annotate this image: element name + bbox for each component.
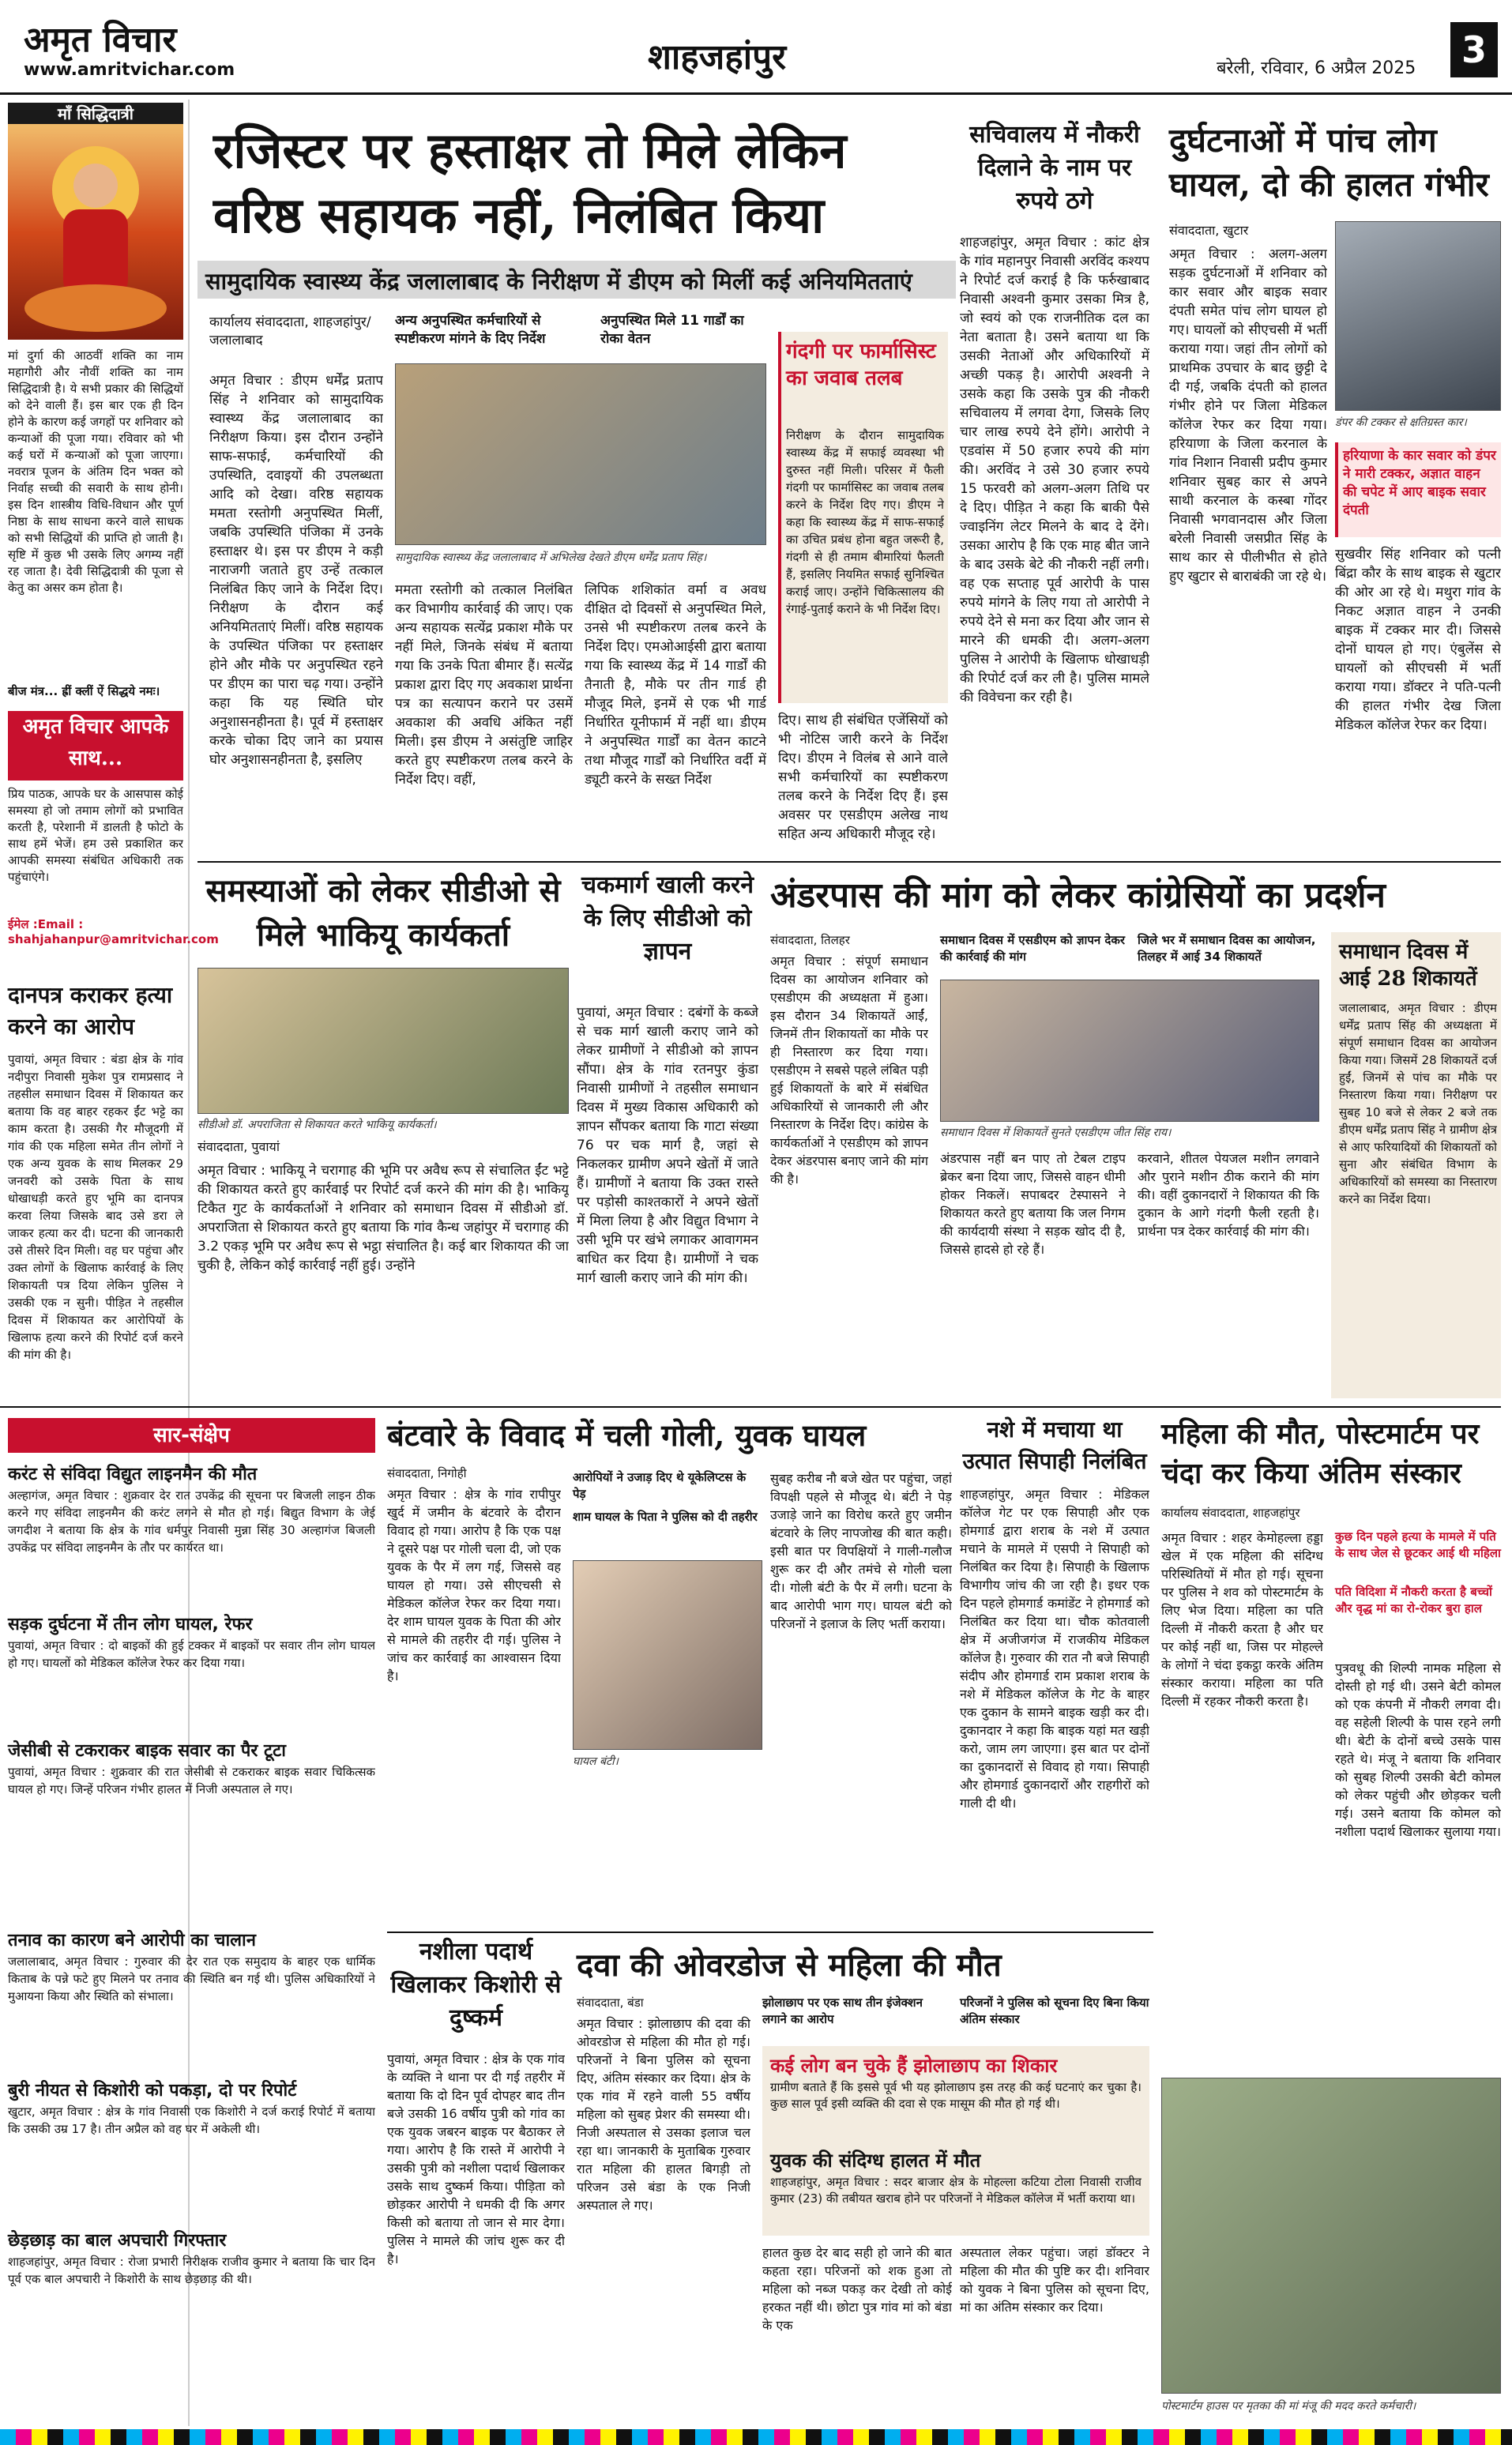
sipahi-headline: नशे में मचाया था उत्पात सिपाही निलंबित <box>962 1416 1147 1474</box>
andarpas-text-1: अमृत विचार : संपूर्ण समाधान दिवस का आयोजन शनिवार को एसडीएम की अध्यक्षता में हुआ। इस दौरान 34 शिकायतें आईं, जिनमें तीन शिकायतों का मौके पर ही निस्तारण कर दिया गया। एसडीएम ने सबसे पहले लंबित पड़ी हुई शिकायतों के बारे में संबंधित अधिकारियों से जानकारी ली और निस्तारण के निर्देश दिए। कांग्रेस के कार्यकर्ताओं ने एसडीएम को ज्ञापन देकर अंडरपास बनाए जाने की मांग की है। <box>770 954 928 1187</box>
bhakiyu-headline: समस्याओं को लेकर सीडीओ से मिले भाकियू कार्यकर्ता <box>205 872 561 954</box>
durghatna-headline: दुर्घटनाओं में पांच लोग घायल, दो की हालत गंभीर <box>1169 121 1489 204</box>
samadhan-box-title: समाधान दिवस में आई 28 शिकायतें <box>1339 940 1477 991</box>
mantra: बीज मंत्र... ह्रीं क्लीं ऐं सिद्धये नमः। <box>8 684 160 698</box>
andarpas-bullet-2: जिले भर में समाधान दिवस का आयोजन, तिलहर में आई 34 शिकायतें <box>1138 933 1316 964</box>
saar-title: सार-संक्षेप <box>8 1418 375 1453</box>
lead-photo <box>395 363 766 545</box>
bantwara-text: अमृत विचार : क्षेत्र के गांव रापीपुर खुर्द में जमीन के बंटवारे के दौरान विवाद हो गया। आरोप है कि एक पक्ष ने दूसरे पक्ष पर गोली चला दी, जो एक युवक के पैर में लग गई, जिससे वह घायल हो गया। उसे सीएचसी से मेडिकल कॉलेज रेफर कर दिया गया। देर शाम घायल युवक के पिता की ओर से मामले की तहरीर दी गई। पुलिस ने जांच कर कार्रवाई का आश्वासन दिया है। <box>387 1487 561 1683</box>
overdose-bullet-1: झोलाछाप पर एक साथ तीन इंजेक्शन लगाने का आरोप <box>762 1995 923 2026</box>
bhakiyu-text: अमृत विचार : भाकियू ने चरागाह की भूमि पर अवैध रूप से संचालित ईंट भट्टे की शिकायत करते हुए कार्रवाई पर रिपोर्ट दर्ज करने की मांग की है। भाकियू टिकैत गुट के कार्यकर्ताओं ने शनिवार को समाधान दिवस में सीडीओ डॉ. अपराजिता से शिकायत करते हुए बताया कि गांव कैन्ध जहांपुर में चरागाह की 3.2 एकड़ भूमि पर अवैध रूप से भट्ठा संचालित है। कई बार शिकायत की जा चुकी है, लेकिन कोई कार्रवाई नहीं हुई। उन्होंने <box>197 1163 569 1273</box>
gandagi-title: गंदगी पर फार्मासिस्ट का जवाब तलब <box>786 340 936 390</box>
durghatna-text-2: सुखवीर सिंह शनिवार को पत्नी बिंद्रा कौर के साथ बाइक से खुटार की ओर आ रहे थे। मथुरा गांव के निकट अज्ञात वाहन ने उनकी बाइक में टक्कर मार दी। जिससे दोनों घायल हो गए। एंबुलेंस से घायलों को सीएचसी में भर्ती कराया गया। डॉक्टर ने पति-पत्नी की हालत गंभीर देख जिला मेडिकल कॉलेज रेफर कर दिया। <box>1335 547 1501 733</box>
bantwara-text-2: सुबह करीब नौ बजे खेत पर पहुंचा, जहां विपक्षी पहले से मौजूद थे। बंटी ने पेड़ उजाड़े जाने का विरोध करते हुए जमीन बंटवारे के लिए नापजोख की बात कही। इसी बात पर विपक्षियों ने गाली-गलौज शुरू कर दी और तमंचे से गोली चला दी। गोली बंटी के पैर में लगी। घटना के बाद आरोपी भाग गए। घायल बंटी को परिजनों ने इलाज के लिए भर्ती कराया। <box>770 1471 952 1631</box>
lead-photo-caption: सामुदायिक स्वास्थ्य केंद्र जलालाबाद में अभिलेख देखते डीएम धर्मेंद्र प्रताप सिंह। <box>395 551 707 564</box>
sachivalay-text: शाहजहांपुर, अमृत विचार : कांट क्षेत्र के गांव महानपुर निवासी अरविंद कश्यप ने रिपोर्ट दर्ज कराई है कि फर्रुखाबाद निवासी अश्वनी कुमार उसका मित्र है, जो स्वयं को एक राजनीतिक दल का नेता बताता है। उसने बताया था कि उसकी नेताओं और अधिकारियों में अच्छी पकड़ है। आरोपी अश्वनी ने उसके कहा कि उसके पुत्र की नौकरी सचिवालय में लगवा देगा, जिसके लिए चार लाख रुपये देने होंगे। आरोपी ने एडवांस में 50 हजार रुपये की मांग की। अरविंद ने उसे 30 हजार रुपये 15 फरवरी को अलग-अलग तिथि पर दे दिए। पीड़ित ने कहा कि बाकी पैसे ज्वाइनिंग लेटर मिलने के बाद दे देंगे। उसका आरोप है कि एक माह बीत जाने के बाद उसके बेटे की नौकरी नहीं लगी। वह एक सप्ताह पूर्व आरोपी के पास रुपये मांगने के लिए गया तो आरोपी ने रुपये देने से मना कर दिया और जान से मारने की धमकी दी। अलग-अलग पुलिस ने आरोपी के खिलाफ धोखाधड़ी की रिपोर्ट दर्ज कर ली है। पुलिस मामले की विवेचना कर रही है। <box>960 235 1149 705</box>
goddess-text: मां दुर्गा की आठवीं शक्ति का नाम महागौरी और नौवीं शक्ति का नाम सिद्धिदात्री है। ये सभी प्रकार की सिद्धियों को देने वाली हैं। इस बार एक ही दिन होने के कारण कई जगहों पर शनिवार को कन्याओं की पूजा गया। रविवार को भी कई घरों में कन्याओं को पूजा जाएगा। नवरात्र पूजन के अंतिम दिन भक्त को निर्वाह सच्ची की सवारी के साथ होनी। इस दिन शास्त्रीय विधि-विधान और पूर्ण निष्ठा के साथ साधना करने वाले साधक को सभी सिद्धियों की प्राप्ति हो जाती है। सृष्टि में कुछ भी उसके लिए अगम्य नहीं रह जाता है। देवी सिद्धिदात्री की पूजा से केतु का असर कम होता है। <box>8 348 183 595</box>
lead-col-4: दिए। साथ ही संबंधित एजेंसियों को भी नोटिस जारी करने के निर्देश दिए। डीएम ने विलंब से आने वाले सभी कर्मचारियों का स्पष्टीकरण तलब करने के निर्देश दिए हैं। इस अवसर पर एसडीएम अलेख नाथ सहित अन्य अधिकारी मौजूद रहे। <box>778 713 948 842</box>
overdose-box-2: शाहजहांपुर, अमृत विचार : सदर बाजार क्षेत्र के मोहल्ला कटिया टोला निवासी राजीव कुमार (23) की तबीयत खराब होने पर परिजनों ने मेडिकल कॉलेज में भर्ती कराया था। <box>770 2175 1142 2206</box>
gandagi-text: निरीक्षण के दौरान सामुदायिक स्वास्थ्य केंद्र में सफाई व्यवस्था भी दुरुस्त नहीं मिली। परिसर में फैली गंदगी पर फार्मासिस्ट का जवाब तलब करने के निर्देश दिए गए। डीएम ने कहा कि स्वास्थ्य केंद्र में साफ-सफाई का उचित प्रबंध होना बहुत जरूरी है, गंदगी से ही तमाम बीमारियां फैलती हैं, इसलिए नियमित सफाई सुनिश्चित कराई जाए। उन्होंने चिकित्सालय की रंगाई-पुताई कराने के भी निर्देश दिए। <box>786 428 944 616</box>
chakmarg-text: पुवायां, अमृत विचार : दबंगों के कब्जे से चक मार्ग खाली कराए जाने को लेकर ग्रामीणों ने सीडीओ को ज्ञापन सौंपा। क्षेत्र के गांव रतनपुर कुंडा निवासी ग्रामीणों ने तहसील समाधान दिवस में मुख्य विकास अधिकारी को ज्ञापन सौंपकर बताया कि गाटा संख्या 76 पर चक मार्ग है, जहां से निकलकर ग्रामीण अपने खेतों में जाते हैं। ग्रामीणों ने बताया कि उक्त रास्ते पर पड़ोसी काश्तकारों ने अपने खेतों में मिला लिया है और विद्युत विभाग ने उसी भूमि पर खंभे लगाकर आवागमन बाधित कर दिया है। ग्रामीणों ने चक मार्ग खाली कराए जाने की मांग की। <box>577 1005 758 1286</box>
overdose-text-3: अस्पताल लेकर पहुंचा। जहां डॉक्टर ने महिला की मौत की पुष्टि कर दी। शनिवार को युवक ने बिना पुलिस को सूचना दिए, मां का अंतिम संस्कार कर दिया। <box>960 2245 1149 2315</box>
lead-col-3: लिपिक शशिकांत वर्मा व अवध दीक्षित दो दिवसों से अनुपस्थित मिले, उनसे भी स्पष्टीकरण तलब करने के निर्देश दिए। एमओआईसी द्वारा बताया गया कि स्वास्थ्य केंद्र में 14 गार्डों की तैनाती है, मौके पर तीन गार्ड ही मौजूद मिले, इनमें से एक भी गार्ड निर्धारित यूनीफार्म में नहीं था। डीएम ने अनुपस्थित गार्डों का वेतन काटने तथा मौजूद गार्डों को निर्धारित वर्दी में ड्यूटी करने के सख्त निर्देश <box>585 582 766 788</box>
lead-bullet-2: अनुपस्थित मिले 11 गार्डों का रोका वेतन <box>600 313 744 347</box>
bhakiyu-byline: संवाददाता, पुवायां <box>197 1139 280 1154</box>
bantwara-caption: घायल बंटी। <box>573 1755 619 1768</box>
andarpas-byline: संवाददाता, तिलहर <box>770 933 850 947</box>
overdose-box-1: ग्रामीण बताते हैं कि इससे पूर्व भी यह झोलाछाप इस तरह की कई घटनाएं कर चुका है। कुछ साल पूर्व इसी व्यक्ति की दवा से एक मासूम की मौत हो गई थी। <box>770 2080 1142 2111</box>
chakmarg-headline: चकमार्ग खाली करने के लिए सीडीओ को ज्ञापन <box>581 871 754 965</box>
overdose-headline: दवा की ओवरडोज से महिला की मौत <box>577 1947 1002 1984</box>
contact-email[interactable]: ईमेल :Email : shahjahanpur@amritvichar.com <box>8 917 219 946</box>
mahila-text: अमृत विचार : शहर केमोहल्ला हड्डा खेल में एक महिला की संदिग्ध परिस्थितियों में मौत हो गई। सूचना पर पुलिस ने शव को पोस्टमार्टम के लिए भेज दिया। महिला का पति दिल्ली में नौकरी करता है और घर पर कोई नहीं था, जिस पर मोहल्ले के लोगों ने चंदा इकट्ठा करके अंतिम संस्कार कराया। महिला का पति दिल्ली में रहकर नौकरी करता है। <box>1161 1530 1323 1709</box>
saar-item-1: अल्हागंज, अमृत विचार : शुक्रवार देर रात उपकेंद्र की सूचना पर बिजली लाइन ठीक करने गए संविदा लाइनमैन की करंट लगने से मौत हो गई। बिद्युत विभाग के जेई जगदीश ने बताया कि क्षेत्र के गांव धर्मपुर निवासी मुन्ना सिंह 30 अल्हागंज बिजली उपकेंद्र पर संविदा लाइनमैन के तौर पर कार्यरत था। <box>8 1488 375 1555</box>
andarpas-bullet-1: समाधान दिवस में एसडीएम को ज्ञापन देकर की कार्रवाई की मांग <box>940 933 1126 964</box>
mahila-headline: महिला की मौत, पोस्टमार्टम पर चंदा कर किया अंतिम संस्कार <box>1161 1417 1480 1490</box>
lead-headline: रजिस्टर पर हस्ताक्षर तो मिले लेकिन वरिष्ठ सहायक नहीं, निलंबित किया <box>213 122 847 244</box>
lead-col-2: ममता रस्तोगी को तत्काल निलंबित कर विभागीय कार्रवाई की जाए। एक अन्य सहायक सत्येंद्र प्रकाश मौके पर नहीं मिले, जिनके संबंध में बताया गया कि उनके पिता बीमार हैं। सत्येंद्र प्रकाश द्वारा दिए गए अवकाश प्रार्थना पत्र का सत्यापन कराने पर उसमें अवकाश की अवधि अंकित नहीं मिली। इस डीएम ने असंतुष्टि जाहिर करते हुए स्पष्टीकरण तलब करने के निर्देश दिए। वहीं, <box>395 582 573 788</box>
mahila-bullet-1: कुछ दिन पहले हत्या के मामले में पति के साथ जेल से छूटकर आई थी महिला <box>1335 1529 1501 1560</box>
registration-strip <box>0 2429 1512 2445</box>
bantwara-headline: बंटवारे के विवाद में चली गोली, युवक घायल <box>387 1417 867 1453</box>
overdose-text: अमृत विचार : झोलाछाप की दवा की ओवरडोज से महिला की मौत हो गई। परिजनों ने बिना पुलिस को सूचना दिए, अंतिम संस्कार कर दिया। क्षेत्र के एक गांव में रहने वाली 55 वर्षीय महिला को सुबह प्रेशर की समस्या थी। निजी अस्पताल से उसका इलाज चल रहा था। जानकारी के मुताबिक गुरुवार रात महिला की हालत बिगड़ी तो परिजन उसे बंडा के एक निजी अस्पताल ले गए। <box>577 2016 750 2213</box>
mahila-bullet-2: पति विदिशा में नौकरी करता है बच्चों और वृद्ध मां का रो-रोकर बुरा हाल <box>1335 1585 1492 1616</box>
saar-item-2-title: सड़क दुर्घटना में तीन लोग घायल, रेफर <box>8 1615 253 1634</box>
overdose-text-2: हालत कुछ देर बाद सही हो जाने की बात कहता रहा। परिजनों को शक हुआ तो महिला को नब्ज पकड़ कर देखी तो कोई हरकत नहीं थी। छोटा पुत्र गांव मां को बंडा के एक <box>762 2245 952 2333</box>
saar-item-1-title: करंट से संविदा विद्युत लाइनमैन की मौत <box>8 1465 258 1484</box>
andarpas-headline: अंडरपास की मांग को लेकर कांग्रेसियों का प्रदर्शन <box>770 875 1386 916</box>
page-title: शाहजहांपुर <box>648 37 787 77</box>
durghatna-byline: संवाददाता, खुटार <box>1169 223 1249 238</box>
saar-item-4: जलालाबाद, अमृत विचार : गुरुवार की देर रात एक समुदाय के बाहर एक धार्मिक किताब के पन्ने फटे हुए मिलने पर तनाव की स्थिति बन गई थी। पुलिस अधिकारियों ने मुआयना किया और स्थिति को संभाला। <box>8 1954 375 2003</box>
nasheela-text: पुवायां, अमृत विचार : क्षेत्र के एक गांव के व्यक्ति ने थाना पर दी गई तहरीर में बताया कि दो दिन पूर्व दोपहर बाद तीन बजे उसकी 16 वर्षीय पुत्री को गांव का एक युवक जबरन बाइक पर बैठाकर ले गया। आरोप है कि रास्ते में आरोपी ने उसकी पुत्री को नशीला पदार्थ खिलाकर उसके साथ दुष्कर्म किया। पीड़िता को छोड़कर आरोपी ने धमकी दी कि अगर किसी को बताया तो जान से मार देगा। पुलिस ने मामले की जांच शुरू कर दी है। <box>387 2052 565 2266</box>
overdose-box-1-title: कई लोग बन चुके हैं झोलाछाप का शिकार <box>770 2055 1058 2077</box>
mahila-byline: कार्यालय संवाददाता, शाहजहांपुर <box>1161 1506 1300 1520</box>
overdose-box-2-title: युवक की संदिग्ध हालत में मौत <box>770 2150 981 2172</box>
saar-item-5-title: बुरी नीयत से किशोरी को पकड़ा, दो पर रिपोर्ट <box>8 2081 297 2101</box>
durghatna-box: हरियाणा के कार सवार को डंपर ने मारी टक्कर, अज्ञात वाहन की चपेट में आए बाइक सवार दंपती <box>1343 448 1496 518</box>
aapke-saath-title: अमृत विचार आपके साथ... <box>8 711 183 781</box>
saar-item-2: पुवायां, अमृत विचार : दो बाइकों की हुई टक्कर में बाइकों पर सवार तीन लोग घायल हो गए। घायलों को मेडिकल कॉलेज रेफर कर दिया गया। <box>8 1638 375 1670</box>
mahila-text-2: पुत्रवधू की शिल्पी नामक महिला से दोस्ती हो गई थी। उसने बेटी कोमल को एक कंपनी में नौकरी लगवा दी। वह सहेली शिल्पी के पास रहने लगी थी। बेटी के दोनों बच्चे उसके पास रहते थे। मंजू ने बताया कि शनिवार को सुबह शिल्पी उसकी बेटी कोमल को लेकर पहुंची और छोड़कर चली गई। उसने बताया कि कोमल को नशीला पदार्थ खिलाकर सुलाया गया। <box>1335 1661 1501 1839</box>
lead-bullet-1: अन्य अनुपस्थित कर्मचारियों से स्पष्टीकरण मांगने के दिए निर्देश <box>395 313 546 347</box>
newspaper-logo: अमृत विचार <box>24 20 177 60</box>
andarpas-caption: समाधान दिवस में शिकायतें सुनते एसडीएम जीत सिंह राय। <box>940 1127 1172 1139</box>
durghatna-caption: डंपर की टक्कर से क्षतिग्रस्त कार। <box>1335 416 1467 429</box>
bhakiyu-photo <box>197 968 569 1114</box>
overdose-bullet-2: परिजनों ने पुलिस को सूचना दिए बिना किया अंतिम संस्कार <box>960 1995 1149 2026</box>
andarpas-text-3: करवाने, शीतल पेयजल मशीन लगवाने और पुराने मशीन ठीक कराने की मांग की। वहीं दुकानदारों ने शिकायत की कि दुकान के आगे गंदगी फैली रहती है। प्रार्थना पत्र देकर कार्रवाई की मांग की। <box>1138 1151 1319 1239</box>
lead-col-1: अमृत विचार : डीएम धर्मेंद्र प्रताप सिंह ने शनिवार को सामुदायिक स्वास्थ्य केंद्र जलालाबाद का निरीक्षण किया। इस दौरान उन्होंने साफ-सफाई, कर्मचारियों की उपस्थिति, दवाइयों की उपलब्धता आदि को देखा। वरिष्ठ सहायक ममता रस्तोगी अनुपस्थित मिलीं, जबकि उपस्थिति पंजिका में उनके हस्ताक्षर थे। इस पर डीएम ने कड़ी नाराजगी जताते हुए उन्हें तत्काल निलंबित किए जाने के निर्देश दिए। निरीक्षण के दौरान कई अनियमितताएं मिलीं। वरिष्ठ सहायक के उपस्थित पंजिका पर हस्ताक्षर होने और मौके पर अनुपस्थित रहने पर डीएम का पारा चढ़ गया। उन्होंने कहा कि यह स्थिति घोर अनुशासनहीनता है। पूर्व में हस्ताक्षर करके चोका दिए जाने का प्रयास घोर अनुशासनहीनता है, इसलिए <box>209 373 383 768</box>
bantwara-photo <box>573 1560 762 1750</box>
lead-subhead: सामुदायिक स्वास्थ्य केंद्र जलालाबाद के निरीक्षण में डीएम को मिलीं कई अनियमितताएं <box>205 268 912 295</box>
edition-date: बरेली, रविवार, 6 अप्रैल 2025 <box>1217 58 1416 78</box>
bhakiyu-caption: सीडीओ डॉ. अपराजिता से शिकायत करते भाकियू कार्यकर्ता। <box>197 1119 437 1131</box>
saar-item-6: शाहजहांपुर, अमृत विचार : रोजा प्रभारी निरीक्षक राजीव कुमार ने बताया कि चार दिन पूर्व एक बाल अपचारी ने किशोरी के साथ छेड़छाड़ की थी। <box>8 2255 375 2286</box>
bantwara-bullet-1: आरोपियों ने उजाड़ दिए थे यूकेलिप्टस के पेड़ <box>573 1470 747 1501</box>
nasheela-headline: नशीला पदार्थ खिलाकर किशोरी से दुष्कर्म <box>390 1938 562 2032</box>
mahila-photo <box>1161 2078 1501 2394</box>
saar-item-4-title: तनाव का कारण बने आरोपी का चालान <box>8 1931 256 1950</box>
bantwara-byline: संवाददाता, निगोही <box>387 1466 467 1480</box>
durghatna-text: अमृत विचार : अलग-अलग सड़क दुर्घटनाओं में शनिवार को कार सवार और बाइक सवार दंपती समेत पांच लोग घायल हो गए। घायलों को सीएचसी में भर्ती कराया गया। जहां तीन लोगों को प्राथमिक उपचार के बाद छुट्टी दे दी गई, जबकि दंपती को हालत गंभीर होने पर जिला मेडिकल कॉलेज रेफर कर दिया गया। हरियाणा के जिला करनाल के गांव निशान निवासी प्रदीप कुमार शनिवार सुबह कार से अपने साथी करनाल के कस्बा गोंदर निवासी भगवानदास और जिला बरेली निवासी जसप्रीत सिंह के साथ कार से पीलीभीत से होते हुए खुटार से बाराबंकी जा रहे थे। <box>1169 246 1327 585</box>
saar-item-3: पुवायां, अमृत विचार : शुक्रवार की रात जेसीबी से टकराकर बाइक सवार चिकित्सक घायल हो गए। जिन्हें परिजन गंभीर हालत में निजी अस्पताल ले गए। <box>8 1765 375 1796</box>
saar-item-5: खुटार, अमृत विचार : क्षेत्र के गांव निवासी एक किशोरी ने दर्ज कराई रिपोर्ट में बताया कि उसकी उम्र 17 है। तीन अप्रैल को वह घर में अकेली थी। <box>8 2105 375 2136</box>
bantwara-bullet-2: शाम घायल के पिता ने पुलिस को दी तहरीर <box>573 1510 758 1524</box>
dahej-text: पुवायां, अमृत विचार : बंडा क्षेत्र के गांव नदीपुरा निवासी मुकेश पुत्र रामप्रसाद ने तहसील समाधान दिवस में शिकायत कर बताया कि वह बाहर रहकर ईंट भट्टे का काम करता है। उसकी गैर मौजूदगी में गांव की एक महिला समेत तीन लोगों ने एक अन्य युवक के साथ मिलकर 29 जनवरी को उसके पिता के साथ धोखाधड़ी करते हुए भूमि का दानपत्र करवा लिया जिसके बाद उसे डरा ले जाकर हत्या कर दी। घटना की जानकारी उसे तीसरे दिन मिली। वह घर पहुंचा और उक्त लोगों के खिलाफ कार्रवाई के लिए शिकायती पत्र दिया लेकिन पुलिस ने उसकी एक न सुनी। पीड़ित ने तहसील दिवस में शिकायत कर आरोपियों के खिलाफ हत्या करने की रिपोर्ट दर्ज करने की मांग की है। <box>8 1052 183 1362</box>
goddess-title: माँ सिद्धिदात्री <box>8 103 183 124</box>
samadhan-box-text: जलालाबाद, अमृत विचार : डीएम धर्मेंद्र प्रताप सिंह की अध्यक्षता में संपूर्ण समाधान दिवस का आयोजन किया गया। जिसमें 28 शिकायतें दर्ज हुईं, जिनमें से पांच का मौके पर निस्तारण किया गया। निरीक्षण पर सुबह 10 बजे से लेकर 2 बजे तक डीएम धर्मेंद्र प्रताप सिंह ने ग्रामीण क्षेत्र से आए फरियादियों की शिकायतों को सुना और संबंधित विभाग के अधिकारियों को समस्या का निस्तारण करने का निर्देश दिया। <box>1339 1001 1497 1206</box>
goddess-image <box>8 103 183 340</box>
dahej-headline: दानपत्र कराकर हत्या करने का आरोप <box>8 982 173 1040</box>
page-number: 3 <box>1450 22 1498 77</box>
aapke-saath-text: प्रिय पाठक, आपके घर के आसपास कोई समस्या हो जो तमाम लोगों को प्रभावित करती है, परेशानी में डालती है फोटो के साथ हमें भेजें। हम उसे प्रकाशित कर आपकी समस्या संबंधित अधिकारी तक पहुंचाएंगे। <box>8 787 183 884</box>
sipahi-text: शाहजहांपुर, अमृत विचार : मेडिकल कॉलेज गेट पर एक सिपाही और एक होमगार्ड द्वारा शराब के नशे में उत्पात मचाने के मामले में एसपी ने सिपाही को निलंबित कर दिया है। सिपाही के खिलाफ विभागीय जांच की जा रही है। इधर एक दिन पहले होमगार्ड कमांडेंट ने होमगार्ड को निलंबित कर दिया था। चौक कोतवाली क्षेत्र में अजीजगंज में राजकीय मेडिकल कॉलेज है। गुरुवार की रात नौ बजे सिपाही संदीप और होमगार्ड राम प्रकाश शराब के नशे में मेडिकल कॉलेज के गेट के बाहर एक दुकान के सामने बाइक खड़ी कर दी। दुकानदार ने कहा कि बाइक यहां मत खड़ी करो, जाम लग जाएगा। इस बात पर दोनों का दुकानदारों से विवाद हो गया। सिपाही और होमगार्ड दुकानदारों और राहगीरों को गाली दी थी। <box>960 1487 1149 1811</box>
andarpas-text-2: अंडरपास नहीं बन पाए तो टेबल टाइप ब्रेकर बना दिया जाए, जिससे वाहन धीमी होकर निकलें। सपाबदर टेस्पासने ने शिकायत करते हुए बताया कि जल निगम की कार्यदायी संस्था ने सड़क खोद दी है, जिससे हादसे हो रहे हैं। <box>940 1151 1126 1257</box>
mahila-caption: पोस्टमार्टम हाउस पर मृतका की मां मंजू की मदद करते कर्मचारी। <box>1161 2400 1416 2413</box>
website-url[interactable]: www.amritvichar.com <box>24 60 235 80</box>
andarpas-photo <box>940 980 1319 1122</box>
durghatna-photo <box>1335 221 1501 411</box>
overdose-byline: संवाददाता, बंडा <box>577 1995 644 2010</box>
sachivalay-headline: सचिवालय में नौकरी दिलाने के नाम पर रुपये ठगे <box>969 121 1140 215</box>
saar-item-6-title: छेड़छाड़ का बाल अपचारी गिरफ्तार <box>8 2231 227 2251</box>
saar-item-3-title: जेसीबी से टकराकर बाइक सवार का पैर टूटा <box>8 1741 286 1761</box>
lead-byline: कार्यालय संवाददाता, शाहजहांपुर/जलालाबाद <box>209 314 371 348</box>
